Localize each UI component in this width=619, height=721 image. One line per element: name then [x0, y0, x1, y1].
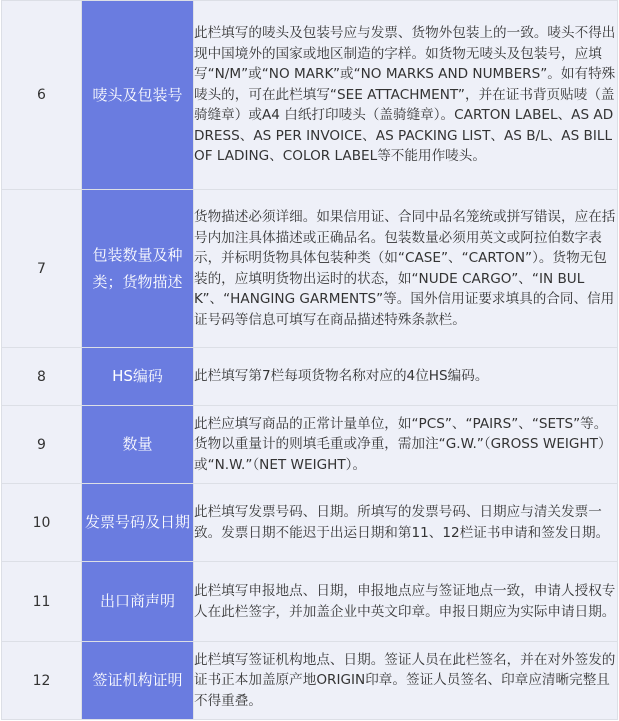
row-number: 9 [2, 406, 82, 484]
row-number: 6 [2, 1, 82, 190]
table-row [2, 348, 618, 406]
table-row [2, 190, 618, 348]
field-name-cell: 出口商声明 [82, 562, 194, 642]
field-description-cell: 此栏填写第7栏每项货物名称对应的4位HS编码。 [194, 348, 618, 406]
field-description-cell: 此栏应填写商品的正常计量单位，如“PCS”、“PAIRS”、“SETS”等。货物以重量计的则填毛重或净重，需加注“G.W.”（GROSS WEIGHT）或“N.W.”（NET WEIGHT）。 [194, 406, 618, 484]
row-number: 11 [2, 562, 82, 642]
row-number: 10 [2, 484, 82, 562]
field-name-cell: HS编码 [82, 348, 194, 406]
field-name-cell: 数量 [82, 406, 194, 484]
row-number: 7 [2, 190, 82, 348]
row-number: 12 [2, 642, 82, 720]
field-description-cell: 货物描述必须详细。如果信用证、合同中品名笼统或拼写错误，应在括号内加注具体描述或正确品名。包装数量必须用英文或阿拉伯数字表示，并标明货物具体包装种类（如“CASE”、“CARTON”）。货物无包装的，应填明货物出运时的状态，如“NUDE CARGO”、“IN BULK”、“HANGING GARMENTS”等。国外信用证要求填具的合同、信用证号码等信息可填写在商品描述特殊条款栏。 [194, 190, 618, 348]
table-row [2, 484, 618, 562]
field-name-cell: 发票号码及日期 [82, 484, 194, 562]
field-spec-table [1, 0, 618, 720]
field-description-cell: 此栏填写发票号码、日期。所填写的发票号码、日期应与清关发票一致。发票日期不能迟于出运日期和第11、12栏证书申请和签发日期。 [194, 484, 618, 562]
table-row [2, 1, 618, 190]
table-row [2, 406, 618, 484]
field-name-cell: 唛头及包装号 [82, 1, 194, 190]
field-description-cell: 此栏填写申报地点、日期，申报地点应与签证地点一致，申请人授权专人在此栏签字，并加盖企业中英文印章。申报日期应为实际申请日期。 [194, 562, 618, 642]
field-name-cell: 签证机构证明 [82, 642, 194, 720]
table-row [2, 642, 618, 720]
table-row [2, 562, 618, 642]
row-number: 8 [2, 348, 82, 406]
field-name-cell: 包装数量及种类；货物描述 [82, 190, 194, 348]
field-description-cell: 此栏填写的唛头及包装号应与发票、货物外包装上的一致。唛头不得出现中国境外的国家或地区制造的字样。如货物无唛头及包装号，应填写“N/M”或“NO MARK”或“NO MARKS AND NUMBERS”。如有特殊唛头的，可在此栏填写“SEE ATTACHMENT”，并在证书背页贴唛（盖骑缝章）或A4 白纸打印唛头（盖骑缝章）。CARTON LABEL、AS ADDRESS、AS PER INVOICE、AS PACKING LIST、AS B/L、AS BILL OF LADING、COLOR LABEL等不能用作唛头。 [194, 1, 618, 190]
field-description-cell: 此栏填写签证机构地点、日期。签证人员在此栏签名，并在对外签发的证书正本加盖原产地ORIGIN印章。签证人员签名、印章应清晰完整且不得重叠。 [194, 642, 618, 720]
